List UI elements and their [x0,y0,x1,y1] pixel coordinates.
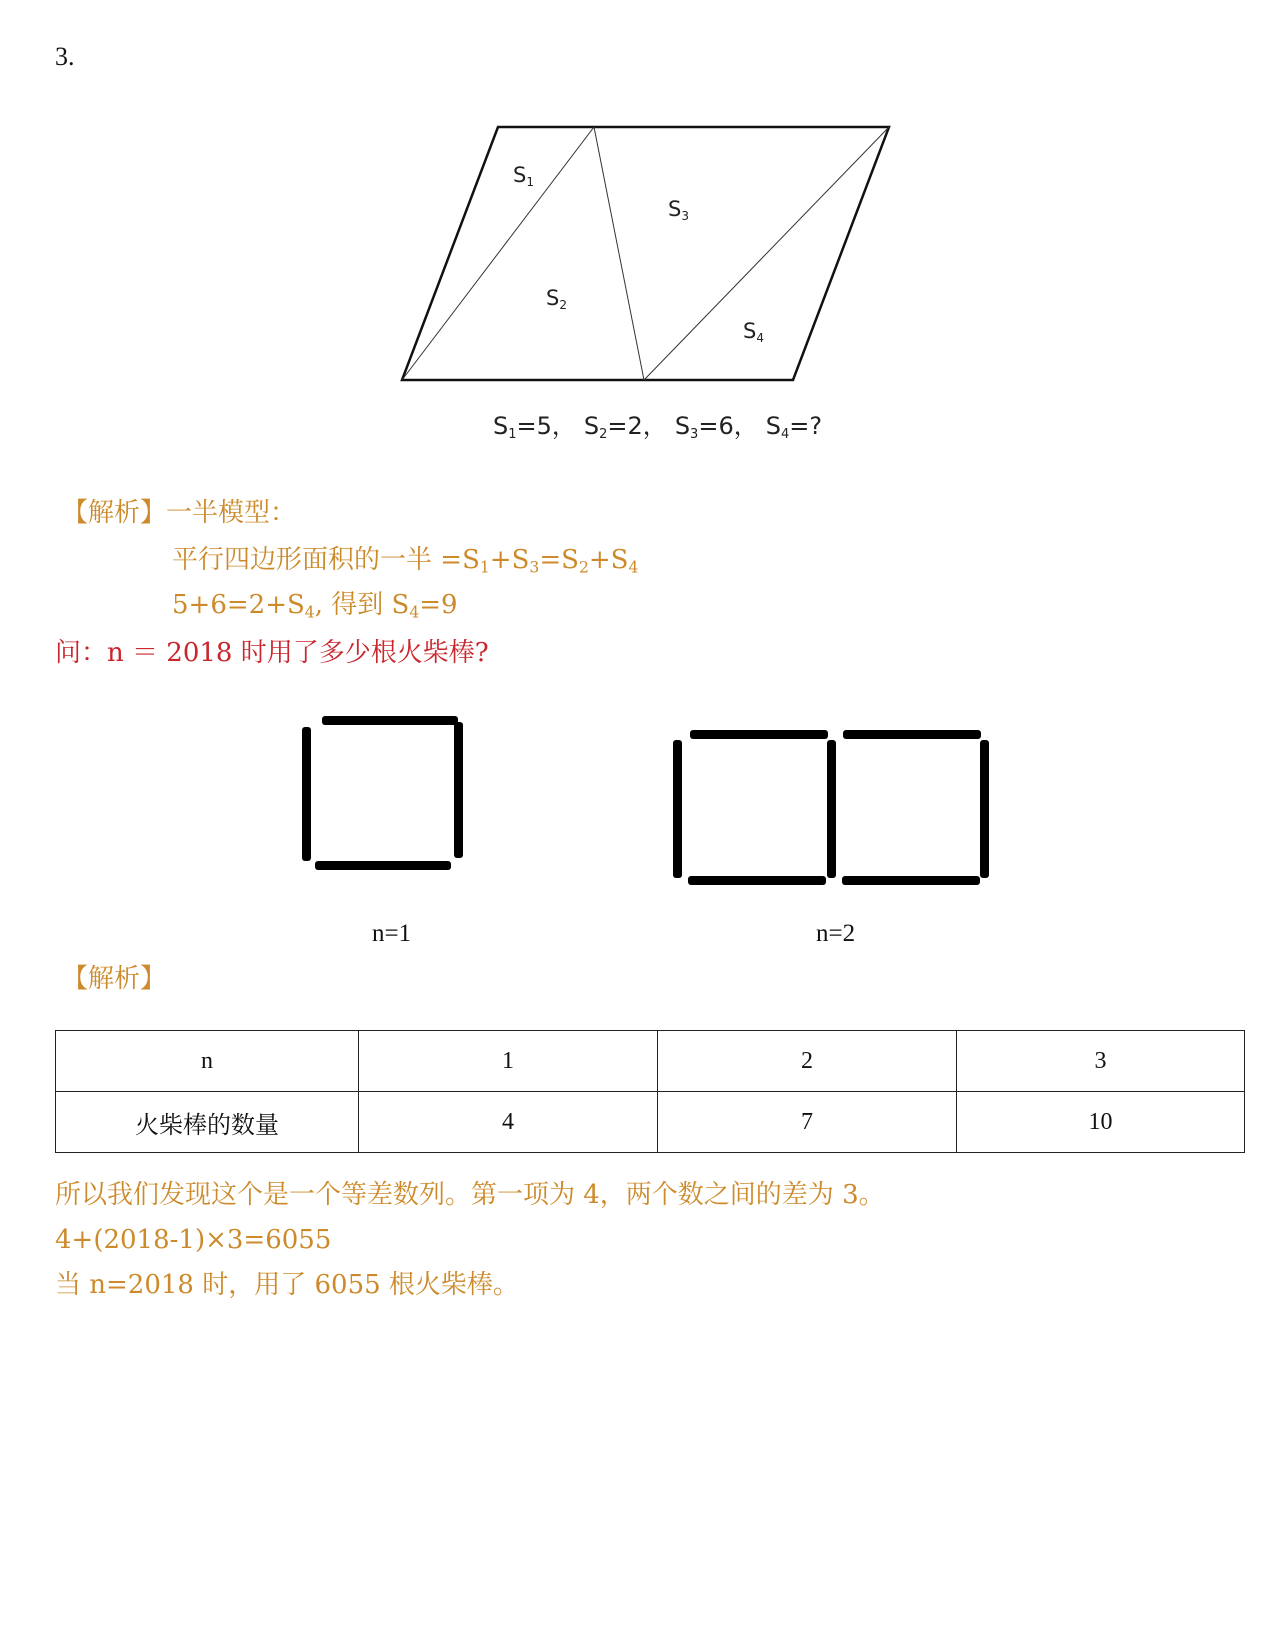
table-cell: 4 [359,1092,658,1153]
parallelogram-figure [0,0,1280,460]
matchstick [690,730,828,739]
table-cell: 1 [359,1031,658,1092]
diagonal-line [402,127,594,380]
matchstick-figures [0,700,1280,900]
table-cell: 7 [658,1092,957,1153]
conclusion-line: 当 n=2018 时，用了 6055 根火柴棒。 [55,1270,519,1300]
table-cell: 3 [957,1031,1245,1092]
region-label-s3: S3 [668,197,689,223]
matchstick [688,876,826,885]
matchstick [673,740,682,878]
table-cell: 火柴棒的数量 [56,1092,359,1153]
matchstick [454,722,463,858]
divider-line [594,127,644,380]
analysis-line-half-area: 平行四边形面积的一半 $=S_1+S_3=S_2+S_4$ [172,545,639,577]
question-text: 问：n ＝ 2018 时用了多少根火柴棒? [55,638,489,668]
matchstick [827,740,836,878]
question-number: 3. [55,42,75,71]
matchstick [842,876,980,885]
matchstick-square-n1 [302,716,463,870]
region-label-s1: S1 [513,163,534,189]
analysis-heading: 【解析】一半模型： [62,498,297,528]
table-cell: 2 [658,1031,957,1092]
conclusion-line: 所以我们发现这个是一个等差数列。第一项为 4，两个数之间的差为 3。 [55,1180,885,1210]
figure-caption: S1=5， S2=2， S3=6， S4=? [493,412,823,442]
matchstick [843,730,981,739]
matchstick-squares-n2 [673,730,989,885]
matchstick [315,861,451,870]
table-cell: n [56,1031,359,1092]
diagonal-line [644,127,889,380]
conclusion-line: 4+(2018-1)×3=6055 [55,1225,332,1255]
matchstick [302,727,311,861]
analysis-heading-2: 【解析】 [62,964,167,994]
label-n2: n=2 [816,920,856,947]
table-row [56,1092,1245,1153]
matchstick-table [55,1030,1245,1153]
analysis-line-equation: $5+6=2+S_4$, 得到 $S_4=9$ [172,590,458,622]
region-label-s4: S4 [743,319,764,345]
table-cell: 10 [957,1092,1245,1153]
matchstick [322,716,458,725]
table-row [56,1031,1245,1092]
label-n1: n=1 [372,920,412,947]
parallelogram-outline [402,127,889,380]
matchstick [980,740,989,878]
region-label-s2: S2 [546,286,567,312]
